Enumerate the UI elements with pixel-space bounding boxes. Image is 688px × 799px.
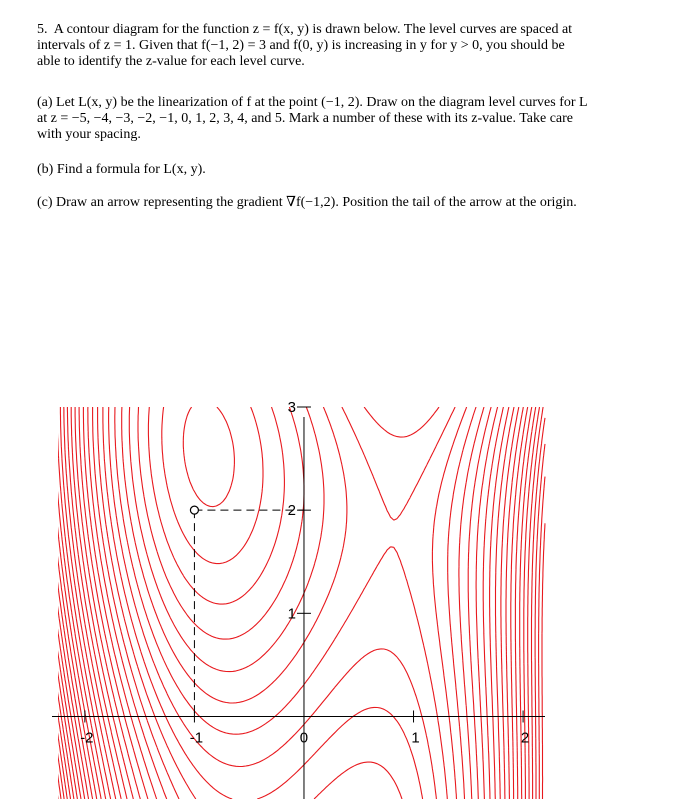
part-b: (b) Find a formula for L(x, y).: [37, 162, 206, 177]
level-curve: [52, 776, 55, 799]
marked-point: [190, 506, 198, 514]
level-curve: [52, 654, 74, 799]
part-a-line-2: at z = −5, −4, −3, −2, −1, 0, 1, 2, 3, 4, and 5. Mark a number of these with its z-value. Take care: [37, 111, 573, 127]
intro-line-1: A contour diagram for the function z = f(x, y) is drawn below. The level curves are spaced at: [53, 22, 573, 37]
x-tick-label: 1: [411, 729, 420, 747]
problem-intro: [37, 22, 637, 71]
part-a: [37, 95, 637, 144]
level-curve: [67, 407, 127, 799]
x-tick-label: 0: [299, 729, 309, 747]
level-curve: [115, 407, 455, 799]
contour-diagram: [0, 395, 688, 799]
intro-line-2: intervals of z = 1. Given that f(−1, 2) = 3 and f(0, y) is increasing in y for y > 0, you should be: [37, 38, 565, 54]
y-tick-label: 1: [287, 605, 296, 623]
level-curve: [52, 755, 58, 799]
level-curves: [52, 407, 545, 799]
part-c: (c) Draw an arrow representing the gradient ∇f(−1,2). Position the tail of the arrow at the origin.: [37, 195, 577, 210]
x-tick-label: -2: [80, 729, 94, 747]
level-curve: [93, 407, 179, 799]
part-a-line-1: (a) Let L(x, y) be the linearization of f at the point (−1, 2). Draw on the diagram level curves for L: [37, 95, 588, 110]
intro-line-3: able to identify the z-value for each level curve.: [37, 54, 305, 70]
level-curve: [52, 695, 67, 799]
problem-number: 5.: [37, 22, 48, 37]
level-curve: [532, 418, 546, 799]
y-tick-label: 3: [287, 399, 296, 416]
x-tick-label: 2: [520, 729, 530, 747]
x-tick-label: -1: [189, 729, 204, 747]
part-a-line-3: with your spacing.: [37, 127, 141, 143]
level-curve: [52, 715, 64, 799]
contour-plot-svg: [0, 395, 688, 799]
level-curve: [542, 523, 545, 799]
y-tick-label: 2: [287, 502, 296, 520]
